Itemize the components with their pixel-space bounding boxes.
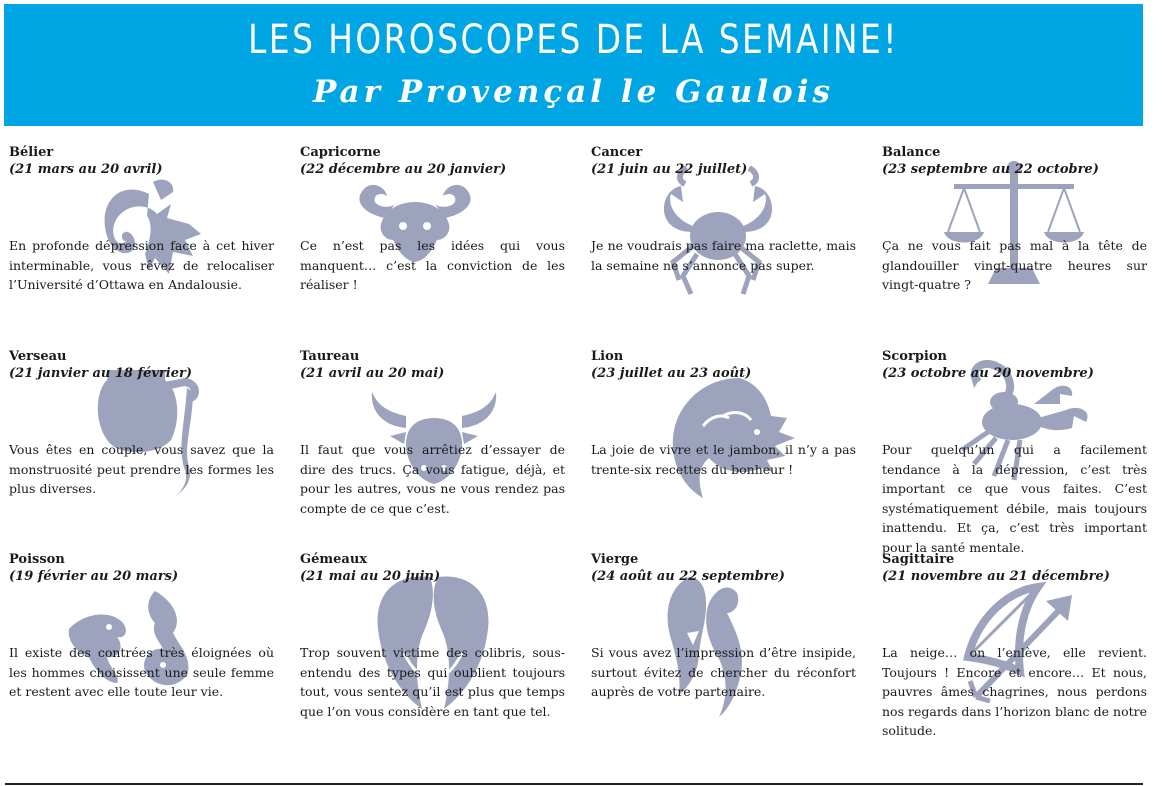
sign-dates: (23 octobre au 20 novembre)	[882, 366, 1094, 381]
sign-text: Ce n’est pas les idées qui vous manquent… c’est la conviction de les réaliser !	[300, 238, 565, 292]
sign-card-vierge	[591, 551, 856, 699]
page-title: LES HOROSCOPES DE LA SEMAINE!	[248, 17, 899, 63]
sign-dates: (21 novembre au 21 décembre)	[882, 569, 1110, 584]
sign-text: Vous êtes en couple, vous savez que la monstruosité peut prendre les formes les plus diverses.	[9, 442, 274, 496]
sign-card-taureau	[300, 348, 565, 516]
lion-icon	[663, 376, 803, 501]
sign-text: Je ne voudrais pas faire ma raclette, mais la semaine ne s’annonce pas super.	[591, 238, 856, 273]
sign-name: Capricorne	[300, 145, 381, 160]
sign-dates: (21 janvier au 18 février)	[9, 366, 192, 381]
sign-card-gemeaux	[300, 551, 565, 719]
sign-card-cancer	[591, 144, 856, 273]
sign-text: Ça ne vous fait pas mal à la tête de glandouiller vingt-quatre heures sur vingt-quatre ?	[882, 238, 1147, 292]
sign-dates: (21 avril au 20 mai)	[300, 366, 445, 381]
sign-text: Trop souvent victime des colibris, sous-entendu des types qui oublient toujours tout, vous sentez qu’il est plus que temps que l’on vous considère en tant que tel.	[300, 645, 565, 719]
sign-dates: (21 juin au 22 juillet)	[591, 162, 748, 177]
sign-name: Bélier	[9, 145, 54, 160]
sign-card-belier	[9, 144, 274, 292]
sign-name: Sagittaire	[882, 552, 955, 567]
bottom-rule	[5, 783, 1143, 785]
sign-dates: (19 février au 20 mars)	[9, 569, 179, 584]
sign-name: Poisson	[9, 552, 65, 567]
sign-text: En profonde dépression face à cet hiver interminable, vous rêvez de relocaliser l’Université d’Ottawa en Andalousie.	[9, 238, 274, 292]
sign-card-verseau	[9, 348, 274, 496]
sign-dates: (23 juillet au 23 août)	[591, 366, 752, 381]
sign-dates: (21 mars au 20 avril)	[9, 162, 163, 177]
sign-dates: (21 mai au 20 juin)	[300, 569, 441, 584]
sign-name: Scorpion	[882, 349, 947, 364]
sign-card-balance	[882, 144, 1147, 292]
sign-dates: (22 décembre au 20 janvier)	[300, 162, 507, 177]
sign-card-capricorne	[300, 144, 565, 292]
sign-card-lion	[591, 348, 856, 477]
sign-name: Gémeaux	[300, 552, 368, 567]
crab-icon	[653, 166, 783, 301]
sign-dates: (24 août au 22 septembre)	[591, 569, 785, 584]
sign-name: Taureau	[300, 349, 360, 364]
sign-name: Vierge	[591, 552, 639, 567]
sign-name: Verseau	[9, 349, 67, 364]
sign-text: La joie de vivre et le jambon, il n’y a pas trente-six recettes du bonheur !	[591, 442, 856, 477]
sign-text: Il faut que vous arrêtiez d’essayer de dire des trucs. Ça vous fatigue, déjà, et pour les autres, vous ne vous rendez pas compte de ce que c’est.	[300, 442, 565, 516]
horoscope-grid	[9, 142, 1149, 772]
byline: Par Provençal le Gaulois	[313, 74, 834, 110]
sign-dates: (23 septembre au 22 octobre)	[882, 162, 1099, 177]
sign-text: Pour quelqu’un qui a facilement tendance à la dépression, c’est très important ce que vous faites. C’est systématiquement débile, mais toujours inattendu. Et ça, c’est très important pour la santé mentale.	[882, 442, 1147, 555]
sign-name: Cancer	[591, 145, 643, 160]
sign-name: Balance	[882, 145, 941, 160]
sign-card-sagittaire	[882, 551, 1147, 738]
sign-name: Lion	[591, 349, 624, 364]
sign-text: Si vous avez l’impression d’être insipide, surtout évitez de chercher du réconfort auprès de votre partenaire.	[591, 645, 856, 699]
sign-text: Il existe des contrées très éloignées où les hommes choisissent une seule femme et restent avec elle toute leur vie.	[9, 645, 274, 699]
sign-card-scorpion	[882, 348, 1147, 555]
sign-text: La neige… on l’enlève, elle revient. Toujours ! Encore et encore… Et nous, pauvres âmes chagrines, nous perdons nos regards dans l’horizon blanc de notre solitude.	[882, 645, 1147, 738]
sign-card-poisson	[9, 551, 274, 699]
header-banner	[4, 4, 1143, 126]
